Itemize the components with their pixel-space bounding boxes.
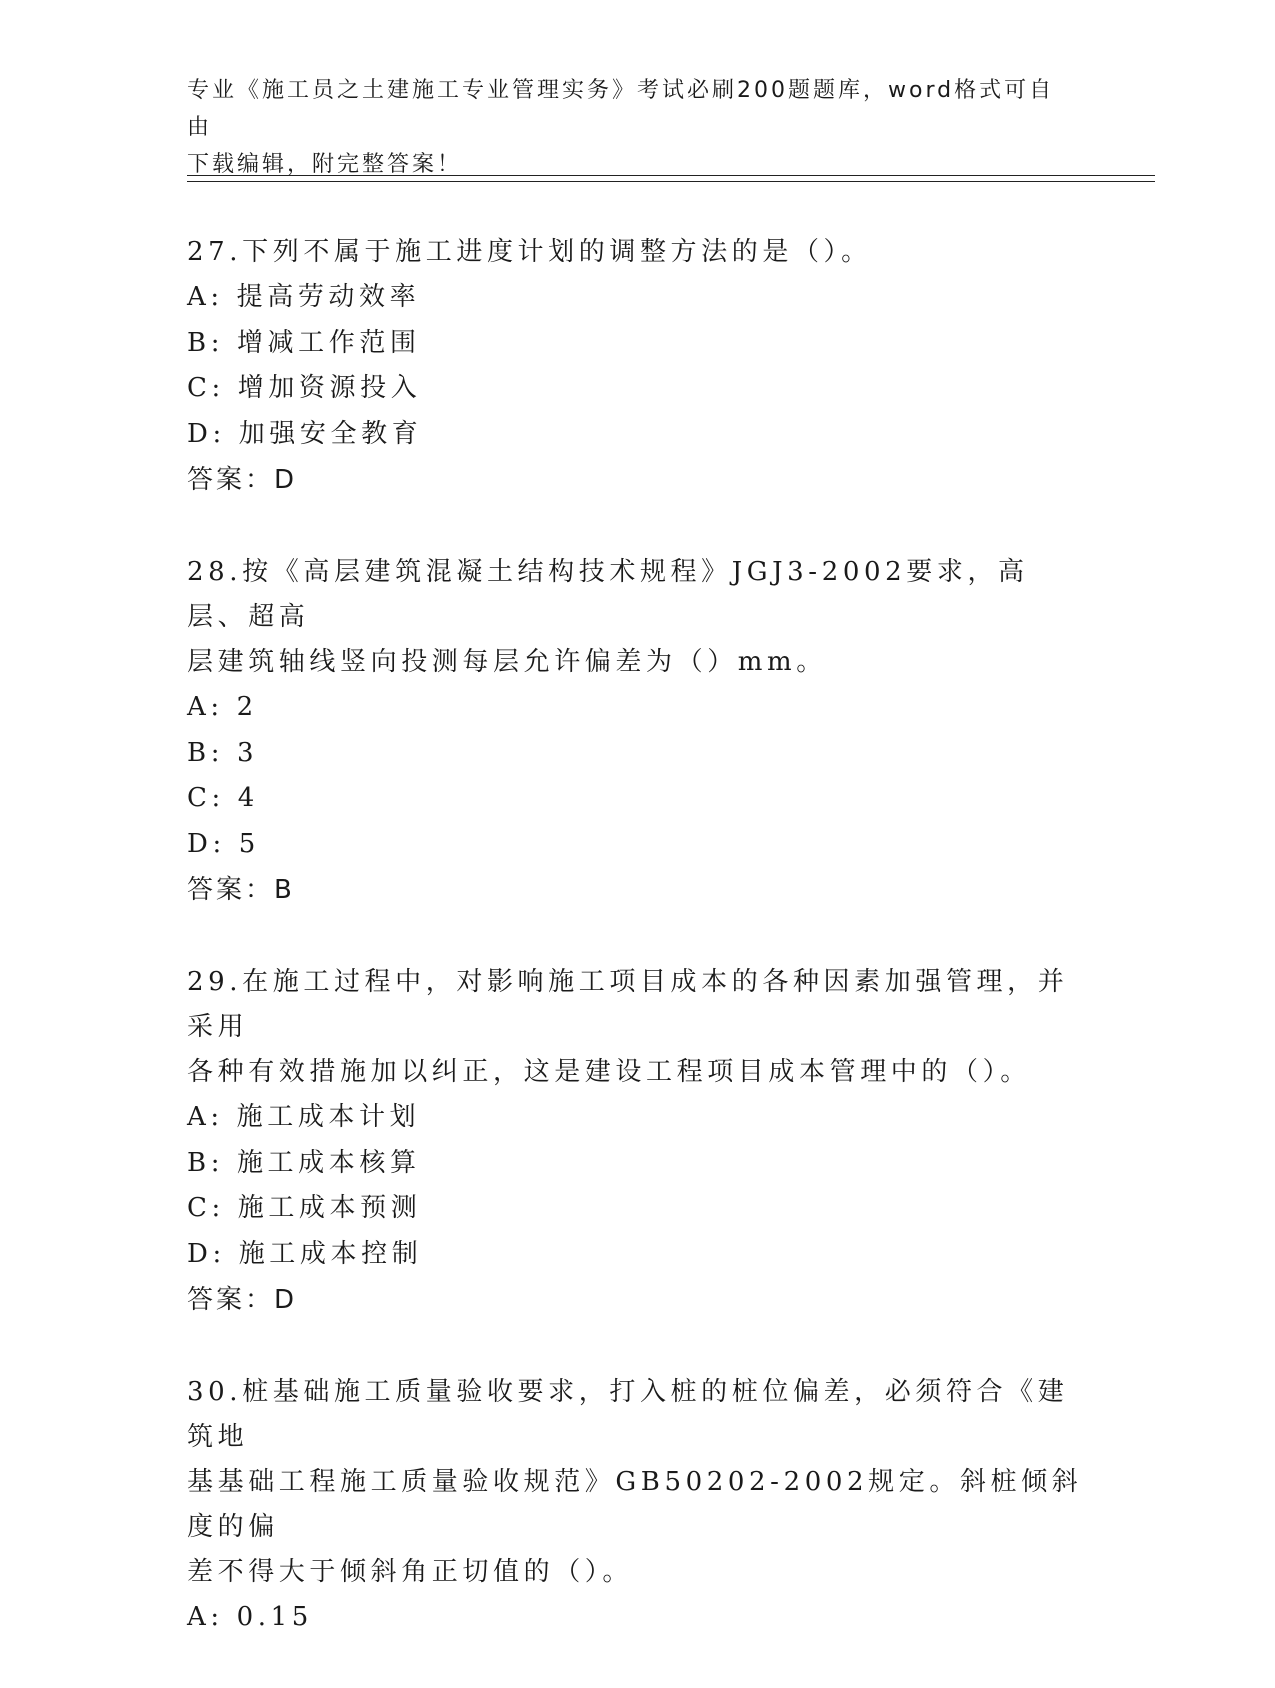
question-stem-line: 层建筑轴线竖向投测每层允许偏差为（）mm。 <box>187 647 827 677</box>
question-list <box>187 230 1087 1688</box>
question-stem-line: 基基础工程施工质量验收规范》GB50202-2002规定。斜桩倾斜度的偏 <box>187 1467 1083 1542</box>
option-label: D: <box>187 418 226 449</box>
option-label: C: <box>187 783 225 813</box>
option-text: 0.15 <box>236 1602 313 1632</box>
option-label: D: <box>187 828 226 859</box>
answer-option <box>187 366 1087 412</box>
answer-option <box>187 1095 1087 1141</box>
option-text: 施工成本预测 <box>237 1193 422 1223</box>
question-block <box>187 1370 1087 1641</box>
option-text: 施工成本核算 <box>236 1147 421 1178</box>
option-label: B: <box>187 737 225 768</box>
question-block <box>187 960 1087 1323</box>
answer-key: 答案：B <box>187 875 295 905</box>
option-text: 增减工作范围 <box>236 327 421 358</box>
answer-option <box>187 412 1087 458</box>
option-label: C: <box>187 1193 225 1223</box>
answer-option <box>187 731 1087 777</box>
option-label: A: <box>187 1102 224 1132</box>
option-text: 提高劳动效率 <box>236 282 421 312</box>
answer-option <box>187 1232 1087 1278</box>
document-header <box>187 72 1067 183</box>
answer-option <box>187 1595 1087 1641</box>
question-stem-line: 差不得大于倾斜角正切值的（）。 <box>187 1557 634 1587</box>
option-text: 加强安全教育 <box>238 418 423 449</box>
question-stem-line: 30.桩基础施工质量验收要求，打入桩的桩位偏差，必须符合《建筑地 <box>187 1377 1069 1452</box>
answer-option <box>187 321 1087 367</box>
header-divider-top <box>187 175 1155 176</box>
option-label: B: <box>187 327 225 358</box>
question-block <box>187 230 1087 503</box>
header-line-1: 专业《施工员之土建施工专业管理实务》考试必刷200题题库，word格式可自由 <box>187 78 1055 140</box>
header-divider-bottom <box>187 181 1155 182</box>
option-text: 2 <box>236 692 258 722</box>
answer-option <box>187 685 1087 731</box>
header-line-2: 下载编辑，附完整答案！ <box>187 152 463 177</box>
option-text: 5 <box>238 828 260 859</box>
option-text: 施工成本计划 <box>236 1102 421 1132</box>
question-stem-line: 各种有效措施加以纠正，这是建设工程项目成本管理中的（）。 <box>187 1057 1031 1087</box>
answer-option <box>187 1141 1087 1187</box>
answer-option <box>187 822 1087 868</box>
question-stem-line: 27.下列不属于施工进度计划的调整方法的是（）。 <box>187 237 872 267</box>
question-stem-line: 28.按《高层建筑混凝土结构技术规程》JGJ3-2002要求，高层、超高 <box>187 557 1029 632</box>
option-label: A: <box>187 1602 224 1632</box>
option-label: D: <box>187 1238 226 1269</box>
option-text: 3 <box>236 737 259 768</box>
answer-key: 答案：D <box>187 1285 298 1315</box>
answer-key: 答案：D <box>187 465 298 495</box>
option-text: 施工成本控制 <box>238 1238 423 1269</box>
option-text: 增加资源投入 <box>237 373 422 403</box>
answer-option <box>187 275 1087 321</box>
answer-option <box>187 776 1087 822</box>
answer-option <box>187 1186 1087 1232</box>
option-text: 4 <box>237 783 259 813</box>
option-label: A: <box>187 692 224 722</box>
option-label: C: <box>187 373 225 403</box>
question-stem-line: 29.在施工过程中，对影响施工项目成本的各种因素加强管理，并采用 <box>187 967 1069 1042</box>
option-label: A: <box>187 282 224 312</box>
option-label: B: <box>187 1147 225 1178</box>
question-block <box>187 550 1087 913</box>
